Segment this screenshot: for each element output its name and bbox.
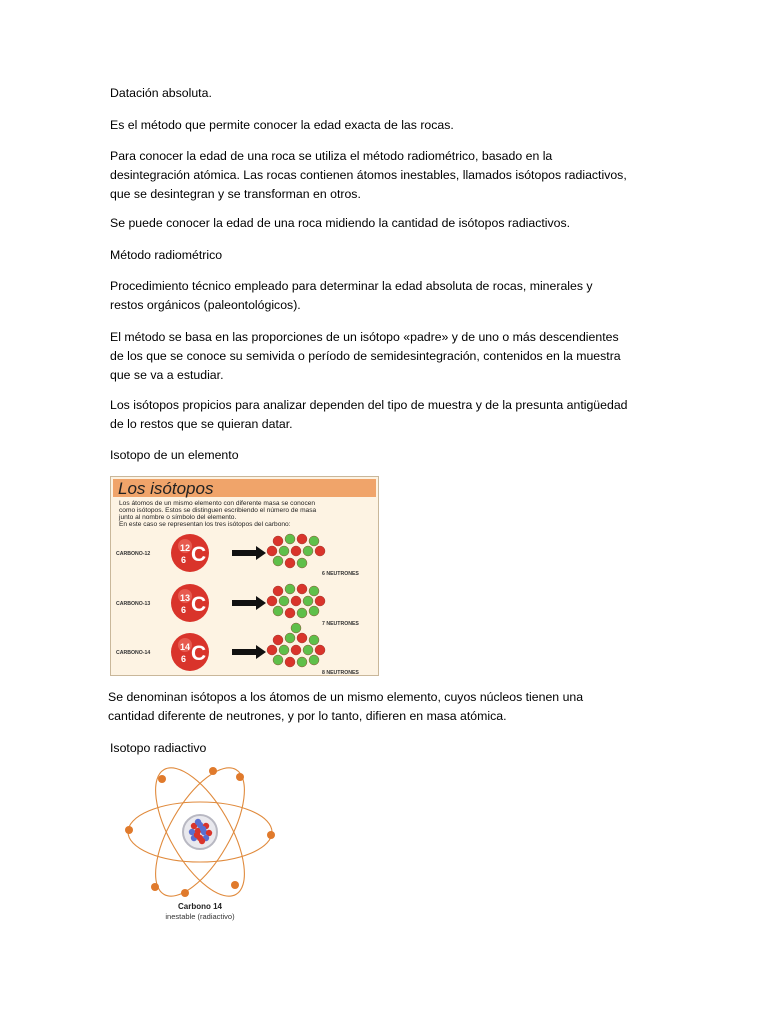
proton [285, 657, 295, 667]
isotopes-diagram [110, 476, 379, 676]
neutron [279, 596, 289, 606]
paragraph-isotope-definition: Se denominan isótopos a los átomos de un mismo elemento, cuyos núcleos tienen una cantidad diferente de neutrones, y por lo tanto, difieren en masa atómica. [108, 690, 584, 723]
proton [267, 645, 277, 655]
proton [297, 584, 307, 594]
proton [273, 586, 283, 596]
neutron [297, 657, 307, 667]
proton [273, 635, 283, 645]
paragraph-suitable-isotopes: Los isótopos propicios para analizar dependen del tipo de muestra y de la presunta antigüedad de lo restos que se quieran datar. [110, 398, 628, 431]
atomic-number: 6 [181, 605, 187, 615]
proton [315, 546, 325, 556]
isotope-label: CARBONO-13 [116, 601, 151, 607]
proton [267, 546, 277, 556]
proton [199, 838, 205, 844]
proton [194, 832, 200, 838]
neutron [285, 633, 295, 643]
isotopes-figure [110, 476, 379, 676]
electron [267, 831, 275, 839]
neutron [303, 546, 313, 556]
isotope-label: CARBONO-14 [116, 650, 151, 656]
neutron [200, 826, 206, 832]
carbon14-atom-figure [115, 765, 285, 930]
proton [291, 596, 301, 606]
proton [291, 645, 301, 655]
neutron [297, 558, 307, 568]
paragraph-method-basis: El método se basa en las proporciones de un isótopo «padre» y de uno o más descendientes de los que se conoce su semivida o período de semidesintegración, contenidos en la muestra que se va a estudiar. [110, 330, 621, 382]
heading-isotopo-radiactivo: Isotopo radiactivo [110, 741, 207, 755]
isotopes-intro-line-1: Los átomos de un mismo elemento con diferente masa se conocen [119, 500, 316, 507]
mass-number: 12 [180, 543, 191, 553]
neutron [273, 655, 283, 665]
heading-datacion-absoluta: Datación absoluta. [110, 86, 212, 100]
electron [209, 767, 217, 775]
isotopes-intro-line-3: junto al nombre o símbolo del elemento. [119, 514, 237, 521]
atomic-number: 6 [181, 555, 187, 565]
atom-diagram [115, 765, 285, 930]
neutrons-label: 7 NEUTRONES [322, 621, 359, 627]
electron [151, 883, 159, 891]
proton [267, 596, 277, 606]
heading-metodo-radiometrico: Método radiométrico [110, 248, 223, 262]
element-symbol: C [191, 593, 207, 616]
neutron [297, 608, 307, 618]
isotopes-intro-line-2: como isótopos. Estos se distinguen escribiendo el número de masa [119, 507, 317, 514]
neutrons-label: 8 NEUTRONES [322, 670, 359, 676]
neutron [309, 536, 319, 546]
electron [236, 773, 244, 781]
proton [285, 608, 295, 618]
proton [315, 645, 325, 655]
electron [125, 826, 133, 834]
neutron [303, 596, 313, 606]
neutron [285, 584, 295, 594]
paragraph-measure-isotopes: Se puede conocer la edad de una roca midiendo la cantidad de isótopos radiactivos. [110, 216, 571, 230]
neutron [279, 645, 289, 655]
atom-caption-title: Carbono 14 [177, 902, 223, 911]
proton [315, 596, 325, 606]
neutron [309, 606, 319, 616]
paragraph-radiometric-basis: Para conocer la edad de una roca se utiliza el método radiométrico, basado en la desintegración atómica. Las rocas contienen átomos inestables, llamados isótopos radiactivos, que se desintegran y se transforman en otros. [110, 149, 627, 201]
heading-isotopo-elemento: Isotopo de un elemento [110, 448, 239, 462]
neutron [273, 606, 283, 616]
neutrons-label: 6 NEUTRONES [322, 571, 359, 577]
paragraph-definition: Es el método que permite conocer la edad exacta de las rocas. [110, 118, 454, 132]
electron [158, 775, 166, 783]
electron [181, 889, 189, 897]
mass-number: 14 [180, 642, 191, 652]
neutron [195, 819, 201, 825]
neutron [285, 534, 295, 544]
proton [297, 534, 307, 544]
isotopes-title: Los isótopos [118, 479, 214, 498]
electron [231, 881, 239, 889]
paragraph-procedure: Procedimiento técnico empleado para determinar la edad absoluta de rocas, minerales y restos orgánicos (paleontológicos). [110, 279, 593, 312]
atom-caption-subtitle: inestable (radiactivo) [165, 912, 235, 921]
neutron [309, 655, 319, 665]
proton [291, 546, 301, 556]
mass-number: 13 [180, 593, 191, 603]
isotope-label: CARBONO-12 [116, 551, 151, 557]
neutron [273, 556, 283, 566]
atomic-number: 6 [181, 654, 187, 664]
proton [285, 558, 295, 568]
element-symbol: C [191, 642, 207, 665]
proton [273, 536, 283, 546]
neutron [279, 546, 289, 556]
element-symbol: C [191, 543, 207, 566]
neutron [303, 645, 313, 655]
proton [297, 633, 307, 643]
neutron [309, 586, 319, 596]
neutron [309, 635, 319, 645]
isotopes-intro-line-4: En este caso se representan los tres isótopos del carbono: [119, 521, 291, 528]
neutron [291, 623, 301, 633]
